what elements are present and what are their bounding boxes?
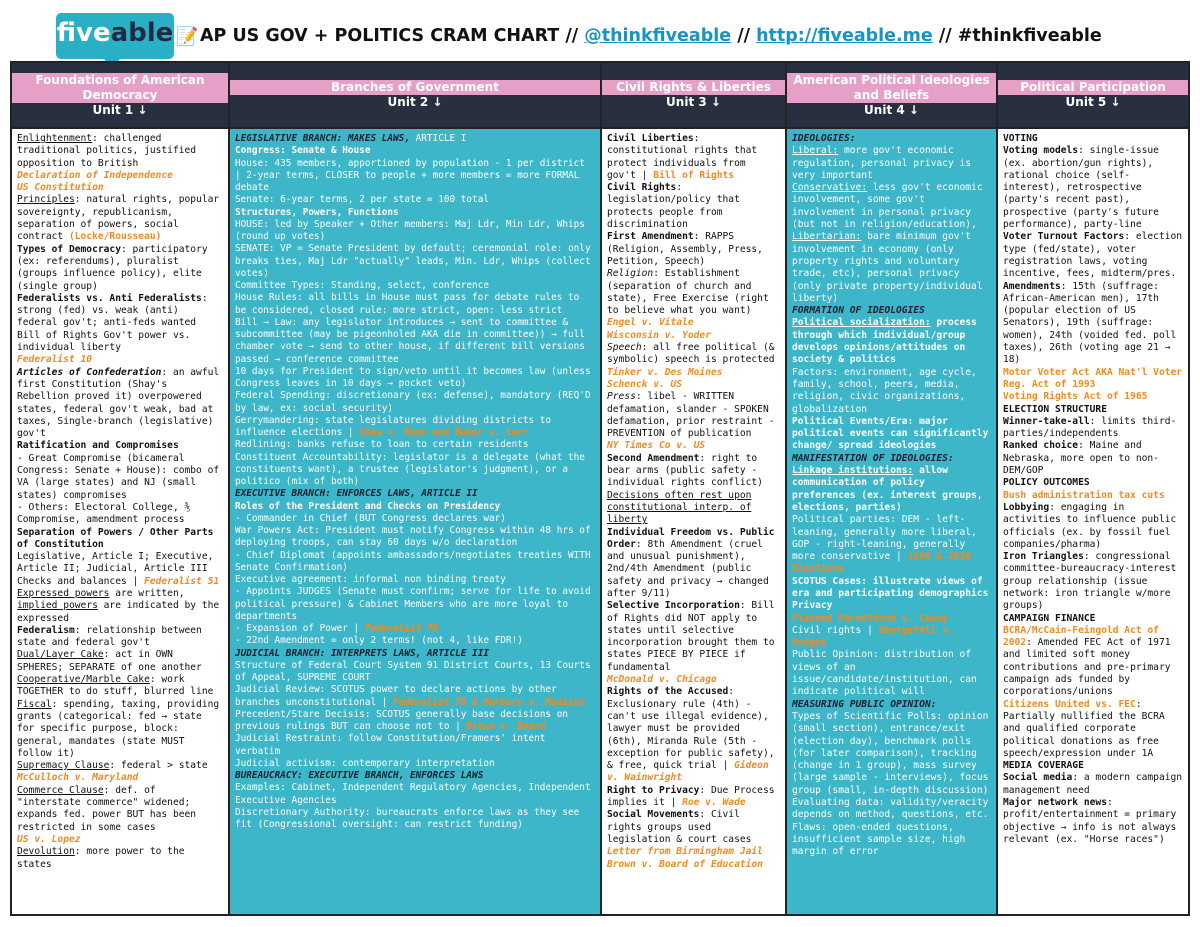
column-body: LEGISLATIVE BRANCH: MAKES LAWS, ARTICLE I Congress: Senate & House House: 435 members, apportioned by population - 1 per district | 2-year terms, CLOSER to people + more members = more FORMAL debate Senate: 6-year terms, 2 per state = 100 total Structures, Powers, Functions HOUSE: led by Speaker + Other members: Maj Ldr, Min Ldr, Whips (round up votes) SENATE: VP = Senate President by default; ceremonial role: only breaks ties, Maj Ldr "actually" leads, Min. Ldr, Whips (collect votes) Committee Types: Standing, select, conference House Rules: all bills in House must pass for debate rules to be considered, closed rule: more strict, open: less strict Bill → Law: any legislator introduces → sent to committee & subcommittee (may be pigeonholed AKA die in committee)) → full chamber vote → send to other house, if different bill versions passed → conference committee 10 days for President to sign/veto until it becomes law (unless Congress leaves in 10 days → pocket veto) Federal Spending: discretionary (ex: defense), mandatory (REQ'D by law, ex: social security) Gerrymandering: state legislatures dividing districts to influence elections | Shaw v. Reno and Baker v. Carr Redlining: banks refuse to loan to certain residents Constituent Accountability: legislator is a delegate (what the constituents want), a trustee (legislator's judgment), or a politico (mix of both) EXECUTIVE BRANCH: ENFORCES LAWS, ARTICLE II Roles of the President and Checks on Presidency - Commander in Chief (BUT Congress declares war) War Powers Act: President must notify Congress within 48 hrs of deploying troops, can stay 60 days w/o declaration - Chief Diplomat (appoints ambassadors/negotiates treaties WITH Senate Confirmation) Executive agreement: informal non binding treaty - Appoints JUDGES (Senate must confirm; serve for life to avoid political pressure) & Cabinet Members who are more loyal to departments - Expansion of Power | Federalist 70 - 22nd Amendment = only 2 terms! (not 4, like FDR!) JUDICIAL BRANCH: INTERPRETS LAWS, ARTICLE III Structure of Federal Court System 91 District Courts, 13 Courts of Appeal, SUPREME COURT Judicial Review: SCOTUS power to declare actions by other branches unconstitutional | Federalist 78 & Marbury v. Madison Precedent/Stare Decisis: SCOTUS generally base decisions on previous rulings BUT can choose not to | Brown v. Board Judicial Restraint: follow Constitution/Framers' intent verbatim Judicial activism: contemporary interpretation BUREAUCRACY: EXECUTIVE BRANCH, ENFORCES LAWS Examples: Cabinet, Independent Regulatory Agencies, Independent Executive Agencies Discretionary Authority: bureaucrats enforce laws as they see fit (Congressional oversight: can restrict funding) (230, 129, 600, 914)
column-unit-5 (998, 63, 1188, 914)
exam-icon: 📝 (176, 26, 199, 47)
column-header: American Political Ideologies and Beliefs Unit 4 ↓ (787, 63, 996, 129)
column-body: VOTING Voting models: single-issue (ex. abortion/gun rights), rational choice (self-interest), retrospective (party's recent past), prospective (party's future performance), party-line Voter Turnout Factors: election type (fed/state), voter registration laws, voting incentive, fees, midterm/pres. Amendments: 15th (suffrage: African-American men), 17th (popular election of US Senators), 19th (suffrage: women), 24th (voided fed. poll taxes), 26th (voting age 21 → 18) Motor Voter Act AKA Nat'l Voter Reg. Act of 1993 Voting Rights Act of 1965 ELECTION STRUCTURE Winner-take-all: limits third-parties/independents Ranked choice: Maine and Nebraska, more open to non-DEM/GOP POLICY OUTCOMES Bush administration tax cuts Lobbying: engaging in activities to influence public officials (ex. by fossil fuel companies/pharma) Iron Triangles: congressional committee-bureaucracy-interest group relationship (issue network: iron triangle w/more groups) CAMPAIGN FINANCE BCRA/McCain-Feingold Act of 2002: Amended FEC Act of 1971 and limited soft money contributions and pre-primary campaign ads funded by corporations/unions Citizens United vs. FEC: Partially nullified the BCRA and qualified corporate political donations as free speech/expression under 1A MEDIA COVERAGE Social media: a modern campaign management need Major network news: profit/entertainment = primary objective → info is not always relevant (ex. "Horse races") (1003, 133, 1183, 845)
column-header: Political Participation Unit 5 ↓ (998, 63, 1188, 129)
cram-chart (10, 61, 1190, 916)
column-body: IDEOLOGIES: Liberal: more gov't economic regulation, personal privacy is very important Conservative: less gov't economic involvement, some gov't involvement in personal privacy (but not in religion/education), Libertarian: bare minimum gov't involvement in economy (only property rights and voluntary trade, etc), personal privacy (only private property/individual liberty) FORMATION OF IDEOLOGIES Political socialization: process through which individual/group develops opinions/attitudes on society & politics Factors: environment, age cycle, family, school, peers, media, religion, civic organizations, globalization Political Events/Era: major political events can significantly change/ spread ideologies MANIFESTATION OF IDEOLOGIES: Linkage institutions: allow communication of policy preferences (ex. interest groups, elections, parties) Political parties: DEM - left-leaning, generally more liberal, GOP - right-leaning, generally more conservative | 1980 & 2016 Elections SCOTUS Cases: illustrate views of era and participating demographics Privacy Planned Parenthood v. Casey Civil rights | Obergefell v. Hodges Public Opinion: distribution of views of an issue/candidate/institution, can indicate political will MEASURING PUBLIC OPINION: Types of Scientific Polls: opinion (small section), entrance/exit (election day), benchmark polls (for later comparison), tracking (change in 1 group), mass survey (large sample - interviews), focus group (small, in-depth discussion) Evaluating data: validity/veracity depends on method, questions, etc. Flaws: open-ended questions, insufficient sample size, high margin of error (787, 129, 996, 914)
column-header: Civil Rights & Liberties Unit 3 ↓ (602, 63, 785, 129)
column-header: Branches of Government Unit 2 ↓ (230, 63, 600, 129)
header (10, 8, 1190, 56)
site-link[interactable]: http://fiveable.me (756, 26, 933, 46)
column-body: Enlightenment: challenged traditional politics, justified opposition to British Declaration of Independence US Constitution Principles: natural rights, popular sovereignty, republicanism, separation of powers, social contract (Locke/Rousseau) Types of Democracy: participatory (ex: referendums), pluralist (groups influence policy), elite (single group) Federalists vs. Anti Federalists: strong (fed) vs. weak (anti) federal gov't; anti-feds wanted Bill of Rights Gov't power vs. individual liberty Federalist 10 Articles of Confederation: an awful first Constitution (Shay's Rebellion proved it) overpowered states, federal gov't weak, bad at taxes, Single-branch (legislative) gov't Ratification and Compromises - Great Compromise (bicameral Congress: Senate + House): combo of VA (large states) and NJ (small states) compromises - Others: Electoral College, ⅗ Compromise, amendment process Separation of Powers / Other Parts of Constitution Legislative, Article I; Executive, Article II; Judicial, Article III Checks and balances | Federalist 51 Expressed powers are written, implied powers are indicated by the expressed Federalism: relationship between state and federal gov't Dual/Layer Cake: act in OWN SPHERES; SEPARATE of one another Cooperative/Marble Cake: work TOGETHER to do stuff, blurred line Fiscal: spending, taxing, providing grants (categorical: fed → state for specific purpose, block: general, mandates (state MUST follow it) Supremacy Clause: federal > state McCulloch v. Maryland Commerce Clause: def. of "interstate commerce" widened; expands fed. power BUT has been restricted in some cases US v. Lopez Devolution: more power to the states (17, 133, 220, 870)
fiveable-logo[interactable]: fiveable (56, 13, 174, 59)
column-unit-3 (602, 63, 787, 914)
page-title: AP US GOV + POLITICS CRAM CHART // @thinkfiveable // http://fiveable.me // #thinkfiveable (200, 26, 1102, 46)
handle-link[interactable]: @thinkfiveable (584, 26, 732, 46)
column-header: Foundations of American Democracy Unit 1 ↓ (12, 63, 228, 129)
column-body: Civil Liberties: constitutional rights that protect individuals from gov't | Bill of Rights Civil Rights: legislation/policy that protects people from discrimination First Amendment: RAPPS (Religion, Assembly, Press, Petition, Speech) Religion: Establishment (separation of church and state), Free Exercise (right to believe what you want) Engel v. Vitale Wisconsin v. Yoder Speech: all free political (& symbolic) speech is protected Tinker v. Des Moines Schenck v. US Press: libel - WRITTEN defamation, slander - SPOKEN defamation, prior restraint - PREVENTION of publication NY Times Co v. US Second Amendment: right to bear arms (public safety - individual rights conflict) Decisions often rest upon constitutional interp. of liberty Individual Freedom vs. Public Order: 8th Amendment (cruel and unusual punishment), 2nd/4th Amendment (public safety and privacy → changed after 9/11) Selective Incorporation: Bill of Rights did NOT apply to states until selective incorporation brought them to states PIECE BY PIECE if fundamental McDonald v. Chicago Rights of the Accused: Exclusionary rule (4th) - can't use illegal evidence), lawyer must be provided (6th), Miranda Rule (5th - exception for public safety), & free, quick trial | Gideon v. Wainwright Right to Privacy: Due Process implies it | Roe v. Wade Social Movements: Civil rights groups used legislation & court cases Letter from Birmingham Jail Brown v. Board of Education (607, 133, 775, 870)
column-unit-4 (787, 63, 998, 914)
column-unit-2 (230, 63, 602, 914)
column-unit-1 (12, 63, 230, 914)
